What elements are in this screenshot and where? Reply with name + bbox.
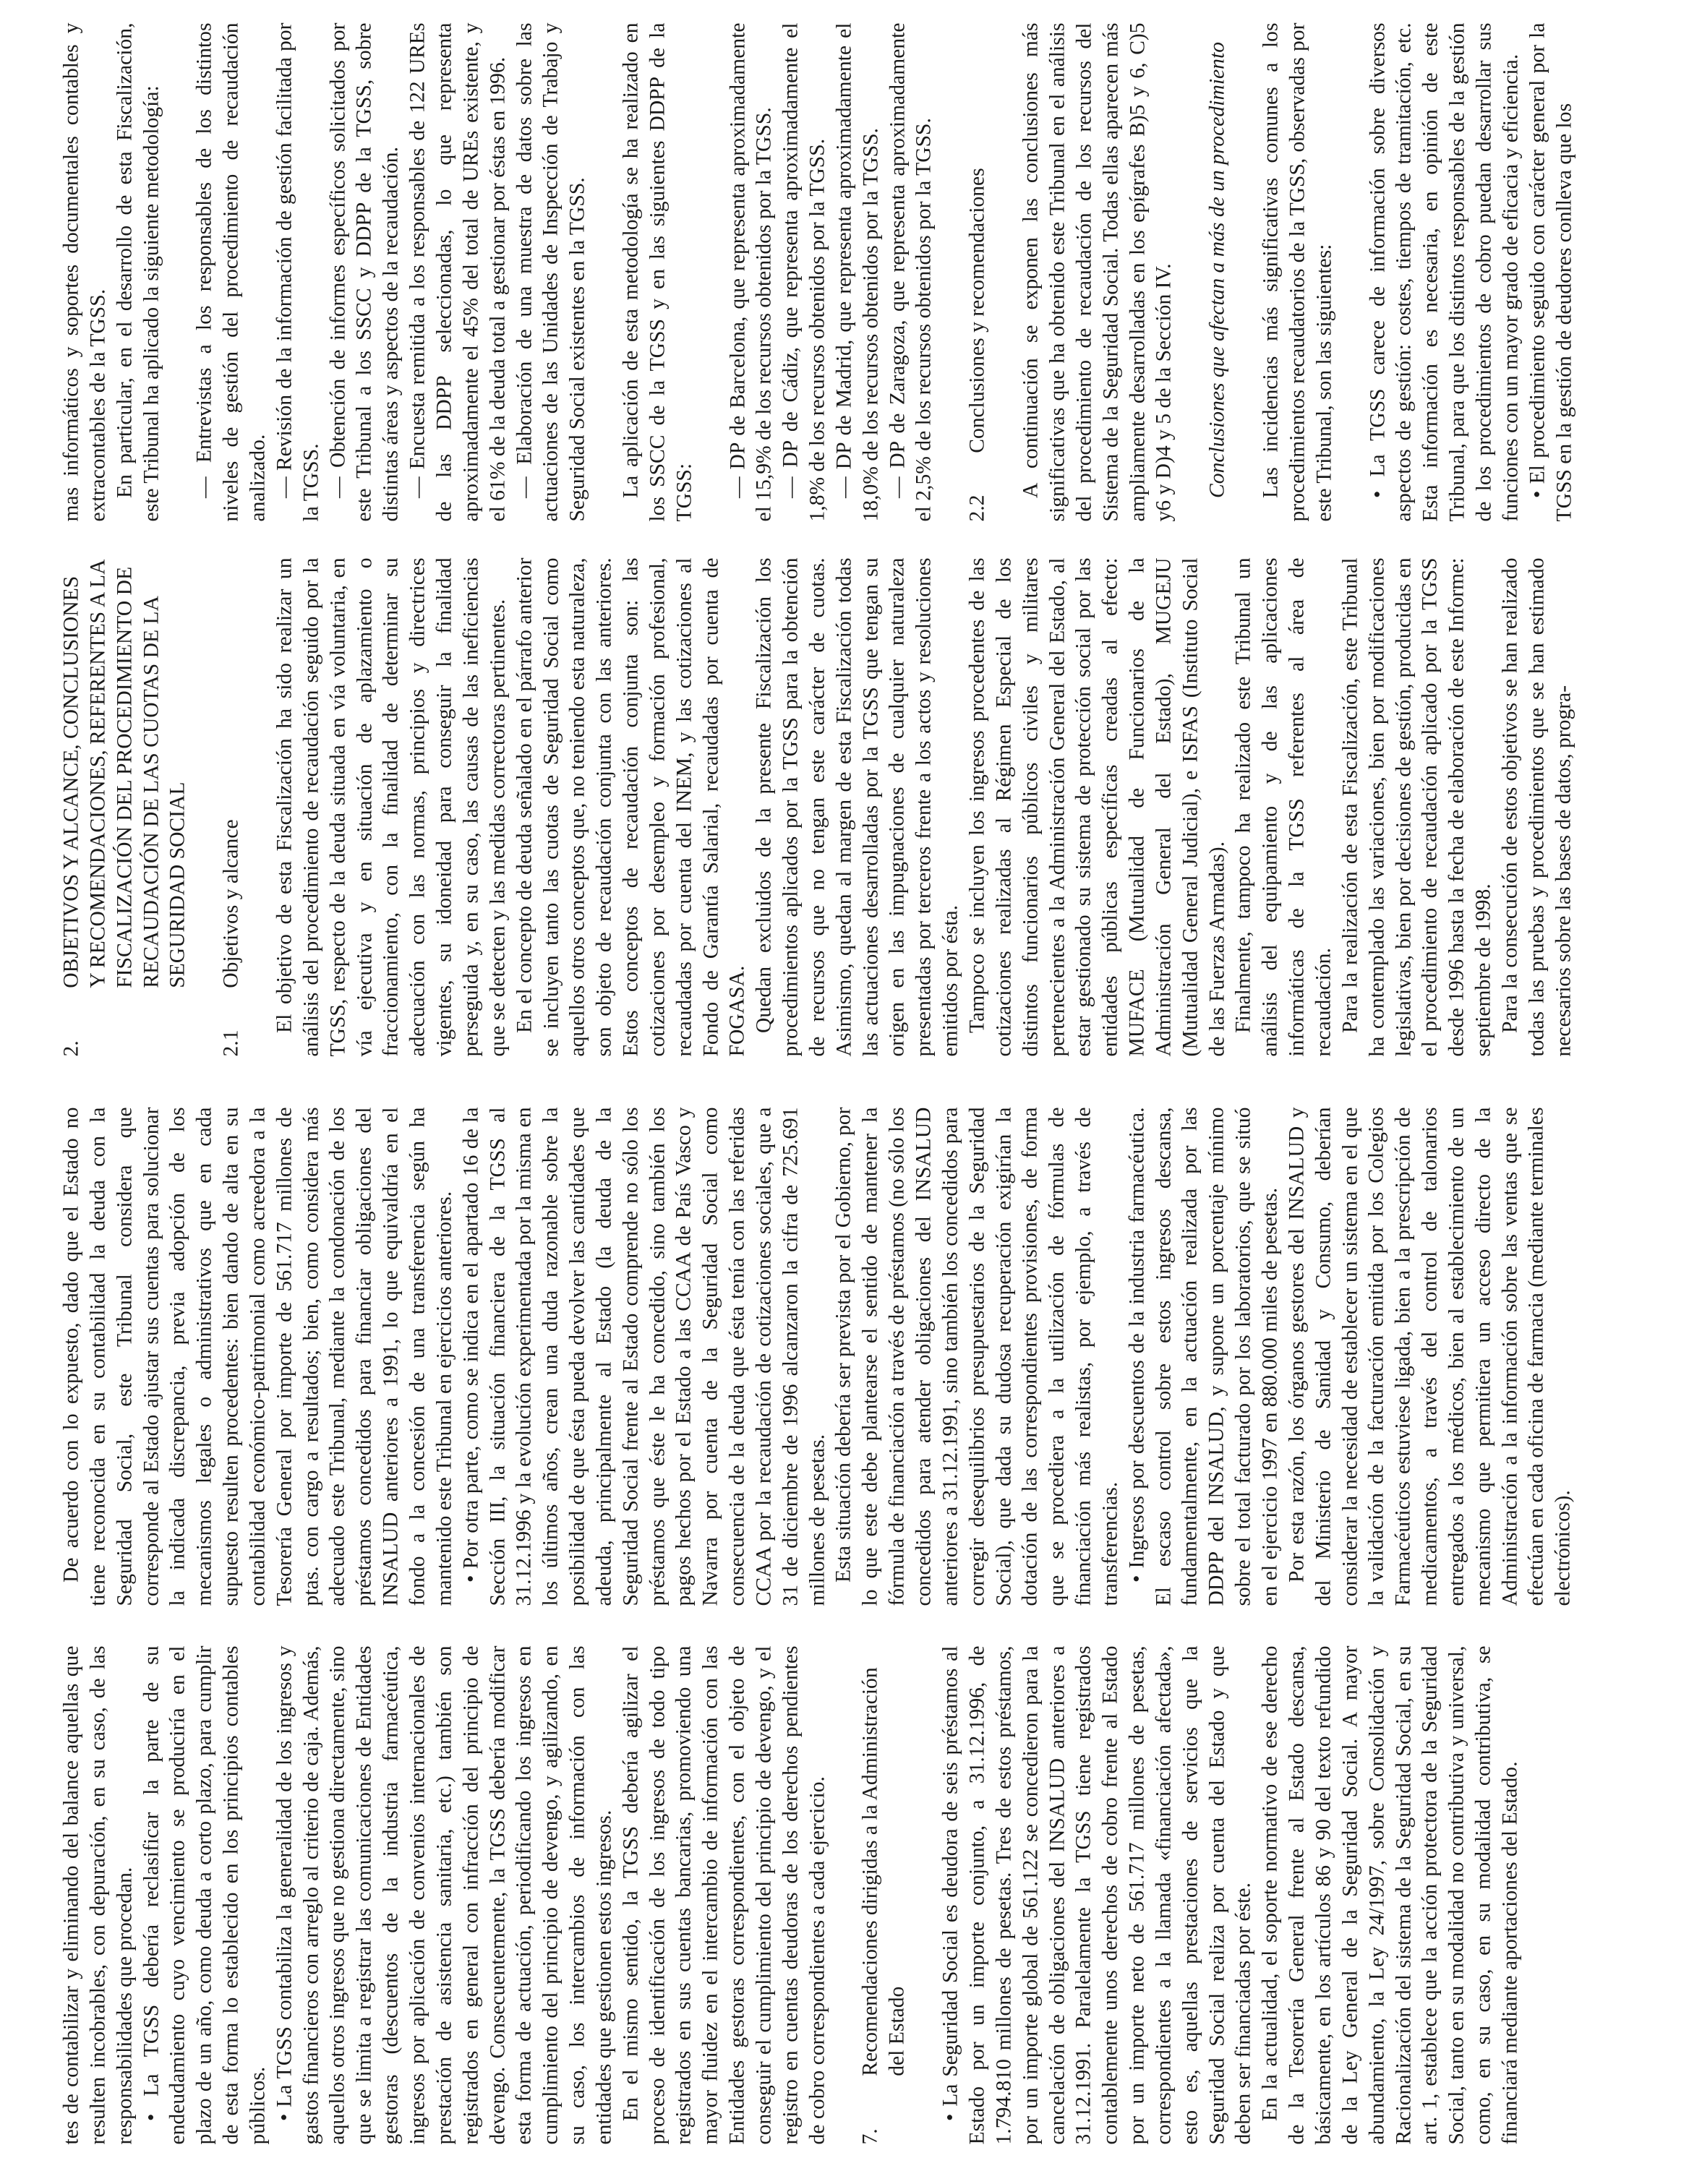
bullet-paragraph: • Por otra parte, como se indica en el apartado 16 de la Sección III, la situación financiera de la TGSS al 31.12.1996 y la evolución experimentada por la misma en los últimos años, crean una duda razonable sobre la posibilidad de que ésta pueda devolver las cantidades que adeuda, principalmente al Estado (la deuda de la Seguridad Social frente al Estado comprende no sólo los préstamos que éste le ha concedido, sino también los pagos hechos por el Estado a las CCAA de País Vasco y Navarra por cuenta de la Seguridad Social como consecuencia de la deuda que ésta tenía con las referidas CCAA por la recaudación de cotizaciones sociales, que a 31 de diciembre de 1996 alcanzaron la cifra de 725.691 millones de pesetas. bbox=[458, 1107, 829, 1606]
paragraph: tes de contabilizar y eliminando del balance aquellas que resulten incobrables, con depuración, en su caso, de las responsabilidades que procedan. bbox=[59, 1645, 136, 2144]
dash-list-item: — DP de Cádiz, que representa aproximadamente el 1,8% de los recursos obtenidos por la TGSS. bbox=[779, 22, 829, 521]
paragraph: mas informáticos y soportes documentales contables y extracontables de la TGSS. bbox=[59, 22, 109, 521]
spacer bbox=[591, 22, 617, 521]
text-column-2 bbox=[58, 1107, 1634, 1606]
paragraph: Las incidencias más significativas comunes a los procedimientos recaudatorios de la TGSS, observadas por este Tribunal, son las siguientes: bbox=[1259, 22, 1335, 521]
subsection-heading: Conclusiones que afectan a más de un procedimiento bbox=[1205, 41, 1229, 498]
paragraph: Para la consecución de estos objetivos se han realizado todas las pruebas y procedimientos que se han estimado necesarios sobre las bases de datos, progra- bbox=[1497, 557, 1575, 1056]
paragraph: Finalmente, tampoco ha realizado este Tribunal un análisis del equipamiento y de las aplicaciones informáticas de la TGSS referentes al área de recaudación. bbox=[1231, 557, 1335, 1056]
dash-list-item: — Encuesta remitida a los responsables de 122 UREs de las DDPP seleccionadas, lo que representa aproximadamente el 45% del total de UREs existente, y el 61% de la deuda total a gestionar por éstas en 1996. bbox=[406, 22, 509, 521]
spacer bbox=[244, 557, 271, 1056]
section-number: 2.1 bbox=[219, 1029, 243, 1056]
paragraph: Para la realización de esta Fiscalización, este Tribunal ha contemplado las variaciones, bien por modificaciones legislativas, bien por decisiones de gestión, producidas en el procedimiento de recaudación aplicado por la TGSS desde 1996 hasta la fecha de elaboración de este Informe: septiembre de 1998. bbox=[1338, 557, 1495, 1056]
dash-list-item: — DP de Zaragoza, que representa aproximadamente el 2,5% de los recursos obtenidos por la TGSS. bbox=[885, 22, 936, 521]
section-title: Objetivos y alcance bbox=[219, 818, 243, 988]
bullet-paragraph: • La TGSS carece de información sobre diversos aspectos de gestión: costes, tiempos de tramitación, etc. Esta información es necesaria, en opinión de este Tribunal, para que los distintos responsables de la gestión de los procedimientos de cobro puedan desarrollar sus funciones con un mayor grado de eficacia y eficiencia. bbox=[1365, 22, 1522, 521]
text-column-3 bbox=[58, 557, 1634, 1056]
section-title: Recomendaciones dirigidas a la Administración del Estado bbox=[858, 1666, 909, 2076]
paragraph: De acuerdo con lo expuesto, dado que el Estado no tiene reconocida en su contabilidad la deuda con la Seguridad Social, este Tribunal considera que corresponde al Estado ajustar sus cuentas para solucionar la indicada discrepancia, previa adopción de los mecanismos legales o administrativos que en cada supuesto resulten procedentes: bien dando de alta en su contabilidad económico-patrimonial como acreedora a la Tesorería General por importe de 561.717 millones de ptas. con cargo a resultados; bien, como considera más adecuado este Tribunal, mediante la condonación de los préstamos concedidos para financiar obligaciones del INSALUD anteriores a 1991, lo que equivaldría en el fondo a la concesión de una transferencia según ha mantenido este Tribunal en ejercicios anteriores. bbox=[59, 1107, 456, 1606]
dash-list-item: — DP de Barcelona, que representa aproximadamente el 15,9% de los recursos obtenidos por la TGSS. bbox=[725, 22, 776, 521]
spacer bbox=[164, 22, 191, 521]
spacer bbox=[1231, 22, 1257, 521]
spacer bbox=[937, 22, 964, 521]
paragraph: Esta situación debería ser prevista por el Gobierno, por lo que este debe plantearse el sentido de mantener la fórmula de financiación a través de préstamos (no sólo los concedidos para atender obligaciones del INSALUD anteriores a 31.12.1991, sino también los concedidos para corregir desequilibrios presupuestarios de la Seguridad Social), que dada su dudosa recuperación exigirían la dotación de las correspondientes provisiones, de forma que se procediera a la utilización de fórmulas de financiación más realistas, por ejemplo, a través de transferencias. bbox=[831, 1107, 1121, 1606]
section-heading bbox=[964, 22, 991, 521]
section-title: Conclusiones y recomendaciones bbox=[965, 167, 989, 453]
section-heading bbox=[857, 1645, 910, 2144]
section-number: 7. bbox=[858, 2128, 882, 2144]
paragraph: En el mismo sentido, la TGSS debería agilizar el proceso de identificación de los ingresos de todo tipo registrados en sus cuentas bancarias, promoviendo una mayor fluidez en el intercambio de información con las Entidades gestoras correspondientes, con el objeto de conseguir el cumplimiento del principio de devengo, y el registro en cuentas deudoras de los derechos pendientes de cobro correspondientes a cada ejercicio. bbox=[618, 1645, 829, 2144]
section-heading bbox=[58, 557, 191, 1056]
spacer bbox=[1338, 22, 1364, 521]
text-column-1 bbox=[58, 1645, 1634, 2144]
section-heading bbox=[218, 557, 244, 1056]
section-title: OBJETIVOS Y ALCANCE, CONCLUSIONES Y RECOMENDACIONES, REFERENTES A LA FISCALIZACIÓN DEL PROCEDIMIENTO DE RECAUDACIÓN DE LAS CUOTAS DE LA SEGURIDAD SOCIAL bbox=[59, 560, 189, 988]
section-number: 2. bbox=[59, 1040, 82, 1056]
paragraph: El objetivo de esta Fiscalización ha sido realizar un análisis del procedimiento de recaudación seguido por la TGSS, respecto de la deuda situada en vía voluntaria, en vía ejecutiva y en situación de aplazamiento o fraccionamiento, con la finalidad de determinar su adecuación con las normas, principios y directrices vigentes, su idoneidad para conseguir la finalidad perseguida y, en su caso, las causas de las ineficiencias que se detecten y las medidas correctoras pertinentes. bbox=[273, 557, 509, 1056]
paragraph: La aplicación de esta metodología se ha realizado en los SSCC de la TGSS y en las siguientes DDPP de la TGSS: bbox=[619, 22, 696, 521]
dash-list-item: — Entrevistas a los responsables de los distintos niveles de gestión del procedimiento de recaudación analizado. bbox=[192, 22, 270, 521]
spacer bbox=[698, 22, 724, 521]
spacer bbox=[1177, 22, 1204, 521]
paragraph: A continuación se exponen las conclusiones más significativas que ha obtenido este Tribunal en el análisis del procedimiento de recaudación de los recursos del Sistema de la Seguridad Social. Todas ellas aparecen más ampliamente desarrolladas en los epígrafes B)5 y 6, C)5 y6 y D)4 y 5 de la Sección IV. bbox=[1019, 22, 1176, 521]
spacer bbox=[191, 557, 218, 1056]
dash-list-item: — Obtención de informes específicos solicitados por este Tribunal a los SSCC y DDPP de la TGSS, sobre distintas áreas y aspectos de la recaudación. bbox=[325, 22, 403, 521]
paragraph: Tampoco se incluyen los ingresos procedentes de las cotizaciones realizadas al Régimen Especial de los distintos funcionarios públicos civiles y militares pertenecientes a la Administración General del Estado, al estar gestionado su sistema de protección social por las entidades públicas específicas creadas al efecto: MUFACE (Mutualidad de Funcionarios de la Administración General del Estado), MUGEJU (Mutualidad General Judicial), e ISFAS (Instituto Social de las Fuerzas Armadas). bbox=[965, 557, 1228, 1056]
bullet-paragraph: • Ingresos por descuentos de la industria farmacéutica. El escaso control sobre estos ingresos descansa, fundamentalmente, en la actuación realizada por las DDPP del INSALUD, y supone un porcentaje mínimo sobre el total facturado por los laboratorios, que se situó en el ejercicio 1997 en 880.000 miles de pesetas. bbox=[1124, 1107, 1281, 1606]
spacer bbox=[910, 1645, 937, 2144]
section-number: 2.2 bbox=[965, 494, 989, 521]
paragraph: Quedan excluidos de la presente Fiscalización los procedimientos aplicados por la TGSS para la obtención de recursos que no tengan este carácter de cuotas. Asimismo, quedan al margen de esta Fiscalización todas las actuaciones desarrolladas por la TGSS que tengan su origen en las impugnaciones de cualquier naturaleza presentadas por terceros frente a los actos y resoluciones emitidos por ésta. bbox=[752, 557, 962, 1056]
spacer bbox=[991, 22, 1017, 521]
bullet-paragraph: • La TGSS contabiliza la generalidad de los ingresos y gastos financieros con arreglo al criterio de caja. Además, aquellos otros ingresos que no gestiona directamente, sino que se limita a registrar las comunicaciones de Entidades gestoras (descuentos de la industria farmacéutica, ingresos por aplicación de convenios internacionales de prestación de asistencia sanitaria, etc.) también son registrados en general con infracción del principio de devengo. Consecuentemente, la TGSS debería modificar esta forma de actuación, periodificando los ingresos en cumplimiento del principio de devengo, y agilizando, en su caso, los intercambios de información con las entidades que gestionen estos ingresos. bbox=[272, 1645, 615, 2144]
bullet-paragraph: • La TGSS debería reclasificar la parte de su endeudamiento cuyo vencimiento se produciría en el plazo de un año, como deuda a corto plazo, para cumplir de esta forma lo establecido en los principios contables públicos. bbox=[139, 1645, 269, 2144]
bullet-paragraph: • La Seguridad Social es deudora de seis préstamos al Estado por un importe conjunto, a 31.12.1996, de 1.794.810 millones de pesetas. Tres de estos préstamos, por un importe global de 561.122 se concedieron para la cancelación de obligaciones del INSALUD anteriores a 31.12.1991. Paralelamente la TGSS tiene registrados contablemente unos derechos de cobro frente al Estado por un importe neto de 561.717 millones de pesetas, correspondientes a la llamada «financiación afectada», esto es, aquellas prestaciones de servicios que la Seguridad Social realiza por cuenta del Estado y que deben ser financiadas por éste. bbox=[938, 1645, 1255, 2144]
paragraph: Por esta razón, los órganos gestores del INSALUD y del Ministerio de Sanidad y Consumo, deberían considerar la necesidad de establecer un sistema en el que la validación de la facturación emitida por los Colegios Farmacéuticos estuviese ligada, bien a la prescripción de medicamentos, a través del control de talonarios entregados a los médicos, bien al establecimiento de un mecanismo que permitiera un acceso directo de la Administración a la información sobre las ventas que se efectúan en cada oficina de farmacia (mediante terminales electrónicos). bbox=[1284, 1107, 1575, 1606]
paragraph: En la actualidad, el soporte normativo de ese derecho de la Tesorería General frente al Estado descansa, básicamente, en los artículos 86 y 90 del texto refundido de la Ley General de la Seguridad Social. A mayor abundamiento, la Ley 24/1997, sobre Consolidación y Racionalización del sistema de la Seguridad Social, en su art. 1, establece que la acción protectora de la Seguridad Social, tanto en su modalidad no contributiva y universal, como, en su caso, en su modalidad contributiva, se financiará mediante aportaciones del Estado. bbox=[1258, 1645, 1521, 2144]
spacer bbox=[830, 1645, 857, 2144]
dash-list-item: — Revisión de la información de gestión facilitada por la TGSS. bbox=[272, 22, 322, 521]
text-column-4 bbox=[58, 22, 1634, 521]
dash-list-item: — Elaboración de una muestra de datos sobre las actuaciones de las Unidades de Inspección de Trabajo y Seguridad Social existentes en la TGSS. bbox=[512, 22, 589, 521]
paragraph: En particular, en el desarrollo de esta Fiscalización, este Tribunal ha aplicado la siguiente metodología: bbox=[112, 22, 163, 521]
dash-list-item: — DP de Madrid, que representa aproximadamente el 18,0% de los recursos obtenidos por la TGSS. bbox=[831, 22, 882, 521]
bullet-paragraph: • El procedimiento seguido con carácter general por la TGSS en la gestión de deudores conlleva que los bbox=[1525, 22, 1575, 521]
paragraph: En el concepto de deuda señalado en el párrafo anterior se incluyen tanto las cuotas de Seguridad Social como aquellos otros conceptos que, no teniendo esta naturaleza, son objeto de recaudación conjunta con las anteriores. Estos conceptos de recaudación conjunta son: las cotizaciones por desempleo y formación profesional, recaudadas por cuenta del INEM, y las cotizaciones al Fondo de Garantía Salarial, recaudadas por cuenta de FOGASA. bbox=[512, 557, 749, 1056]
